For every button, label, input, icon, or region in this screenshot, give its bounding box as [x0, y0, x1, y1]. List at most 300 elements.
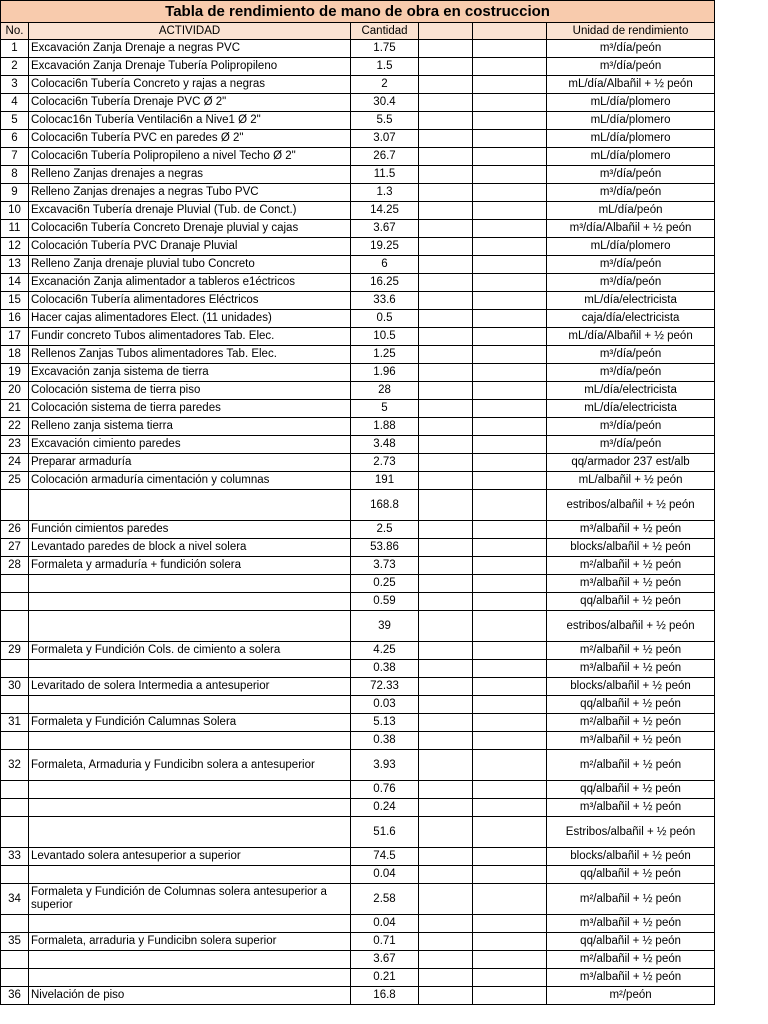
- row-number: 14: [1, 274, 29, 292]
- row-cantidad: 2.58: [351, 884, 419, 915]
- row-cantidad: 0.04: [351, 915, 419, 933]
- row-empty-1: [419, 238, 473, 256]
- row-number: 21: [1, 400, 29, 418]
- row-unidad: mL/día/plomero: [547, 130, 715, 148]
- row-empty-2: [473, 521, 547, 539]
- row-empty-1: [419, 310, 473, 328]
- row-number: [1, 490, 29, 521]
- row-cantidad: 5.5: [351, 112, 419, 130]
- row-empty-2: [473, 539, 547, 557]
- row-empty-2: [473, 848, 547, 866]
- row-empty-1: [419, 817, 473, 848]
- row-unidad: mL/día/plomero: [547, 94, 715, 112]
- table-row: [1, 642, 715, 660]
- row-empty-2: [473, 817, 547, 848]
- row-empty-1: [419, 130, 473, 148]
- row-actividad: Colocaci6n Tubería Concreto Drenaje pluvial y cajas: [29, 220, 351, 238]
- row-empty-2: [473, 40, 547, 58]
- row-empty-1: [419, 521, 473, 539]
- row-cantidad: 5: [351, 400, 419, 418]
- row-cantidad: 0.59: [351, 593, 419, 611]
- table-row: [1, 750, 715, 781]
- row-unidad: blocks/albañil + ½ peón: [547, 539, 715, 557]
- row-unidad: mL/día/peón: [547, 202, 715, 220]
- header-empty-2: [473, 23, 547, 40]
- row-unidad: m²/albañil + ½ peón: [547, 557, 715, 575]
- row-actividad: [29, 575, 351, 593]
- row-cantidad: 1.25: [351, 346, 419, 364]
- row-number: [1, 660, 29, 678]
- row-number: 19: [1, 364, 29, 382]
- table-row: [1, 238, 715, 256]
- row-number: 27: [1, 539, 29, 557]
- row-empty-1: [419, 400, 473, 418]
- row-cantidad: 1.3: [351, 184, 419, 202]
- row-empty-1: [419, 750, 473, 781]
- row-unidad: m³/día/peón: [547, 346, 715, 364]
- row-empty-2: [473, 884, 547, 915]
- row-actividad: Formaleta y Fundición Cols. de cimiento a solera: [29, 642, 351, 660]
- row-empty-2: [473, 94, 547, 112]
- row-empty-1: [419, 202, 473, 220]
- row-empty-1: [419, 557, 473, 575]
- row-unidad: m³/día/peón: [547, 40, 715, 58]
- row-unidad: mL/día/electricista: [547, 382, 715, 400]
- row-cantidad: 0.21: [351, 969, 419, 987]
- row-actividad: Formaleta, Armaduria y Fundicibn solera a antesuperior: [29, 750, 351, 781]
- row-unidad: blocks/albañil + ½ peón: [547, 678, 715, 696]
- row-unidad: qq/albañil + ½ peón: [547, 593, 715, 611]
- row-empty-1: [419, 472, 473, 490]
- row-empty-2: [473, 696, 547, 714]
- row-actividad: [29, 611, 351, 642]
- row-number: 13: [1, 256, 29, 274]
- row-empty-1: [419, 148, 473, 166]
- row-empty-2: [473, 575, 547, 593]
- row-unidad: qq/armador 237 est/alb: [547, 454, 715, 472]
- row-unidad: m²/peón: [547, 987, 715, 1005]
- table-row: [1, 557, 715, 575]
- row-empty-1: [419, 781, 473, 799]
- row-cantidad: 30.4: [351, 94, 419, 112]
- row-cantidad: 5.13: [351, 714, 419, 732]
- header-unidad: Unidad de rendimiento: [547, 23, 715, 40]
- row-empty-1: [419, 112, 473, 130]
- row-empty-2: [473, 166, 547, 184]
- row-empty-2: [473, 799, 547, 817]
- row-empty-2: [473, 58, 547, 76]
- row-empty-2: [473, 256, 547, 274]
- row-unidad: mL/día/electricista: [547, 400, 715, 418]
- table-row: [1, 382, 715, 400]
- row-unidad: qq/albañil + ½ peón: [547, 696, 715, 714]
- table-row: [1, 848, 715, 866]
- row-unidad: m³/día/peón: [547, 256, 715, 274]
- row-actividad: Levantado paredes de block a nivel solera: [29, 539, 351, 557]
- row-actividad: Relleno zanja sistema tierra: [29, 418, 351, 436]
- row-cantidad: 0.76: [351, 781, 419, 799]
- row-cantidad: 16.8: [351, 987, 419, 1005]
- table-row: [1, 94, 715, 112]
- row-number: 5: [1, 112, 29, 130]
- row-actividad: Relleno Zanjas drenajes a negras: [29, 166, 351, 184]
- table-row: [1, 256, 715, 274]
- row-actividad: [29, 660, 351, 678]
- table-row: [1, 112, 715, 130]
- row-cantidad: 1.5: [351, 58, 419, 76]
- row-unidad: m³/día/peón: [547, 418, 715, 436]
- row-unidad: mL/día/plomero: [547, 112, 715, 130]
- table-row: [1, 915, 715, 933]
- row-cantidad: 33.6: [351, 292, 419, 310]
- row-cantidad: 0.38: [351, 732, 419, 750]
- row-empty-2: [473, 454, 547, 472]
- row-empty-1: [419, 256, 473, 274]
- row-number: 20: [1, 382, 29, 400]
- row-number: [1, 817, 29, 848]
- row-cantidad: 19.25: [351, 238, 419, 256]
- row-actividad: Colocaci6n Tubería Concreto y rajas a negras: [29, 76, 351, 94]
- row-empty-2: [473, 310, 547, 328]
- row-empty-1: [419, 40, 473, 58]
- row-number: 24: [1, 454, 29, 472]
- table-row: [1, 933, 715, 951]
- row-actividad: [29, 732, 351, 750]
- row-actividad: Excavaci6n Tubería drenaje Pluvial (Tub. de Conct.): [29, 202, 351, 220]
- row-actividad: [29, 866, 351, 884]
- row-number: 25: [1, 472, 29, 490]
- row-empty-2: [473, 202, 547, 220]
- row-unidad: m³/albañil + ½ peón: [547, 521, 715, 539]
- table-row: [1, 521, 715, 539]
- row-cantidad: 14.25: [351, 202, 419, 220]
- row-number: [1, 696, 29, 714]
- row-number: [1, 799, 29, 817]
- row-actividad: Excavación cimiento paredes: [29, 436, 351, 454]
- row-empty-2: [473, 866, 547, 884]
- row-number: 34: [1, 884, 29, 915]
- table-row: [1, 436, 715, 454]
- row-actividad: [29, 593, 351, 611]
- row-actividad: Relleno Zanja drenaje pluvial tubo Concreto: [29, 256, 351, 274]
- row-cantidad: 72.33: [351, 678, 419, 696]
- row-actividad: Rellenos Zanjas Tubos alimentadores Tab. Elec.: [29, 346, 351, 364]
- row-unidad: m²/albañil + ½ peón: [547, 884, 715, 915]
- table-row: [1, 866, 715, 884]
- row-cantidad: 1.88: [351, 418, 419, 436]
- row-empty-1: [419, 969, 473, 987]
- row-number: 4: [1, 94, 29, 112]
- row-cantidad: 3.07: [351, 130, 419, 148]
- row-number: 9: [1, 184, 29, 202]
- row-cantidad: 0.04: [351, 866, 419, 884]
- row-unidad: m³/albañil + ½ peón: [547, 575, 715, 593]
- row-empty-1: [419, 220, 473, 238]
- row-empty-1: [419, 382, 473, 400]
- row-empty-1: [419, 274, 473, 292]
- row-empty-1: [419, 642, 473, 660]
- row-cantidad: 3.48: [351, 436, 419, 454]
- row-empty-2: [473, 400, 547, 418]
- table-row: [1, 575, 715, 593]
- header-empty-1: [419, 23, 473, 40]
- row-empty-1: [419, 166, 473, 184]
- row-empty-1: [419, 490, 473, 521]
- row-actividad: [29, 951, 351, 969]
- table-row: [1, 969, 715, 987]
- table-row: [1, 130, 715, 148]
- row-actividad: [29, 817, 351, 848]
- row-cantidad: 0.03: [351, 696, 419, 714]
- table-row: [1, 220, 715, 238]
- row-unidad: m³/albañil + ½ peón: [547, 660, 715, 678]
- row-unidad: mL/día/Albañil + ½ peón: [547, 328, 715, 346]
- row-actividad: Levaritado de solera Intermedia a antesuperior: [29, 678, 351, 696]
- row-empty-1: [419, 575, 473, 593]
- row-cantidad: 51.6: [351, 817, 419, 848]
- row-actividad: [29, 490, 351, 521]
- table-row: [1, 611, 715, 642]
- row-unidad: caja/día/electricista: [547, 310, 715, 328]
- table-row: [1, 166, 715, 184]
- table-body: [1, 40, 715, 1005]
- table-row: [1, 40, 715, 58]
- row-unidad: mL/día/Albañil + ½ peón: [547, 76, 715, 94]
- row-number: 36: [1, 987, 29, 1005]
- row-unidad: m³/día/peón: [547, 274, 715, 292]
- row-empty-1: [419, 184, 473, 202]
- row-empty-1: [419, 593, 473, 611]
- row-empty-1: [419, 933, 473, 951]
- row-unidad: m³/albañil + ½ peón: [547, 969, 715, 987]
- row-actividad: Formaleta y armaduría + fundición solera: [29, 557, 351, 575]
- row-empty-2: [473, 987, 547, 1005]
- row-number: 31: [1, 714, 29, 732]
- row-unidad: estribos/albañil + ½ peón: [547, 490, 715, 521]
- row-empty-2: [473, 642, 547, 660]
- row-empty-2: [473, 714, 547, 732]
- row-empty-1: [419, 346, 473, 364]
- row-number: 22: [1, 418, 29, 436]
- row-actividad: Levantado solera antesuperior a superior: [29, 848, 351, 866]
- row-empty-1: [419, 58, 473, 76]
- row-number: 30: [1, 678, 29, 696]
- row-empty-1: [419, 436, 473, 454]
- table-row: [1, 148, 715, 166]
- table-row: [1, 951, 715, 969]
- row-empty-1: [419, 799, 473, 817]
- row-empty-2: [473, 184, 547, 202]
- row-actividad: Formaleta y Fundición Calumnas Solera: [29, 714, 351, 732]
- row-empty-2: [473, 593, 547, 611]
- row-cantidad: 4.25: [351, 642, 419, 660]
- table-row: [1, 732, 715, 750]
- row-cantidad: 10.5: [351, 328, 419, 346]
- row-empty-1: [419, 696, 473, 714]
- row-actividad: Excavación Zanja Drenaje a negras PVC: [29, 40, 351, 58]
- row-cantidad: 0.38: [351, 660, 419, 678]
- row-cantidad: 0.24: [351, 799, 419, 817]
- row-unidad: m³/día/peón: [547, 58, 715, 76]
- row-number: [1, 915, 29, 933]
- row-unidad: qq/albañil + ½ peón: [547, 933, 715, 951]
- row-cantidad: 1.96: [351, 364, 419, 382]
- row-cantidad: 39: [351, 611, 419, 642]
- row-number: 8: [1, 166, 29, 184]
- row-actividad: Formaleta, arraduria y Fundicibn solera superior: [29, 933, 351, 951]
- row-actividad: Excavación zanja sistema de tierra: [29, 364, 351, 382]
- row-empty-1: [419, 418, 473, 436]
- table-title: Tabla de rendimiento de mano de obra en costruccion: [1, 1, 715, 23]
- row-actividad: Formaleta y Fundición de Columnas solera antesuperior a superior: [29, 884, 351, 915]
- row-cantidad: 2.5: [351, 521, 419, 539]
- row-empty-1: [419, 678, 473, 696]
- row-actividad: [29, 969, 351, 987]
- row-empty-1: [419, 660, 473, 678]
- row-actividad: [29, 915, 351, 933]
- row-cantidad: 2: [351, 76, 419, 94]
- row-unidad: m³/albañil + ½ peón: [547, 915, 715, 933]
- row-actividad: Colocac16n Tubería Ventilaci6n a Nive1 Ø 2": [29, 112, 351, 130]
- table-row: [1, 400, 715, 418]
- row-empty-2: [473, 660, 547, 678]
- row-unidad: mL/día/plomero: [547, 238, 715, 256]
- row-actividad: Preparar armaduría: [29, 454, 351, 472]
- row-empty-2: [473, 328, 547, 346]
- table-row: [1, 660, 715, 678]
- table-row: [1, 76, 715, 94]
- row-empty-2: [473, 750, 547, 781]
- row-number: [1, 951, 29, 969]
- row-empty-1: [419, 866, 473, 884]
- row-unidad: m³/albañil + ½ peón: [547, 799, 715, 817]
- row-unidad: m³/día/peón: [547, 166, 715, 184]
- row-unidad: estribos/albañil + ½ peón: [547, 611, 715, 642]
- table-row: [1, 539, 715, 557]
- row-empty-1: [419, 987, 473, 1005]
- table-row: [1, 490, 715, 521]
- row-empty-2: [473, 148, 547, 166]
- row-number: 29: [1, 642, 29, 660]
- row-actividad: Colocación Tubería PVC Dranaje Pluvial: [29, 238, 351, 256]
- row-actividad: Colocación sistema de tierra piso: [29, 382, 351, 400]
- row-empty-2: [473, 418, 547, 436]
- row-empty-1: [419, 364, 473, 382]
- row-number: 33: [1, 848, 29, 866]
- row-unidad: m²/albañil + ½ peón: [547, 642, 715, 660]
- row-actividad: Colocaci6n Tubería Polipropileno a nivel Techo Ø 2": [29, 148, 351, 166]
- row-actividad: [29, 781, 351, 799]
- row-empty-2: [473, 933, 547, 951]
- row-empty-2: [473, 951, 547, 969]
- row-number: 35: [1, 933, 29, 951]
- row-number: 23: [1, 436, 29, 454]
- header-no: No.: [1, 23, 29, 40]
- row-cantidad: 0.71: [351, 933, 419, 951]
- row-actividad: [29, 696, 351, 714]
- row-number: 18: [1, 346, 29, 364]
- row-cantidad: 6: [351, 256, 419, 274]
- row-empty-2: [473, 76, 547, 94]
- row-number: [1, 781, 29, 799]
- row-unidad: m³/albañil + ½ peón: [547, 732, 715, 750]
- row-empty-2: [473, 678, 547, 696]
- row-actividad: Colocaci6n Tubería alimentadores Eléctricos: [29, 292, 351, 310]
- row-unidad: m²/albañil + ½ peón: [547, 951, 715, 969]
- row-empty-2: [473, 611, 547, 642]
- row-cantidad: 74.5: [351, 848, 419, 866]
- row-cantidad: 168.8: [351, 490, 419, 521]
- table-row: [1, 817, 715, 848]
- table-row: [1, 364, 715, 382]
- row-empty-2: [473, 346, 547, 364]
- table-row: [1, 292, 715, 310]
- row-actividad: Colocaci6n Tubería PVC en paredes Ø 2": [29, 130, 351, 148]
- row-empty-2: [473, 557, 547, 575]
- row-number: [1, 866, 29, 884]
- row-empty-1: [419, 951, 473, 969]
- table-row: [1, 346, 715, 364]
- row-number: 15: [1, 292, 29, 310]
- row-cantidad: 1.75: [351, 40, 419, 58]
- row-number: [1, 611, 29, 642]
- table-row: [1, 202, 715, 220]
- row-unidad: qq/albañil + ½ peón: [547, 781, 715, 799]
- table-row: [1, 310, 715, 328]
- row-unidad: qq/albañil + ½ peón: [547, 866, 715, 884]
- row-cantidad: 53.86: [351, 539, 419, 557]
- row-empty-2: [473, 781, 547, 799]
- row-empty-1: [419, 539, 473, 557]
- row-actividad: [29, 799, 351, 817]
- table-row: [1, 418, 715, 436]
- row-unidad: m³/día/peón: [547, 184, 715, 202]
- table-row: [1, 884, 715, 915]
- row-unidad: m²/albañil + ½ peón: [547, 750, 715, 781]
- row-empty-2: [473, 382, 547, 400]
- row-empty-1: [419, 732, 473, 750]
- row-number: 16: [1, 310, 29, 328]
- row-empty-2: [473, 969, 547, 987]
- row-empty-1: [419, 848, 473, 866]
- row-number: 17: [1, 328, 29, 346]
- row-cantidad: 11.5: [351, 166, 419, 184]
- row-empty-1: [419, 884, 473, 915]
- row-empty-1: [419, 328, 473, 346]
- row-number: 1: [1, 40, 29, 58]
- row-unidad: m³/día/peón: [547, 364, 715, 382]
- table-row: [1, 184, 715, 202]
- row-actividad: Fundir concreto Tubos alimentadores Tab. Elec.: [29, 328, 351, 346]
- row-unidad: m³/día/peón: [547, 436, 715, 454]
- row-cantidad: 0.25: [351, 575, 419, 593]
- row-number: 28: [1, 557, 29, 575]
- row-cantidad: 2.73: [351, 454, 419, 472]
- row-empty-1: [419, 454, 473, 472]
- row-actividad: Nivelación de piso: [29, 987, 351, 1005]
- row-cantidad: 0.5: [351, 310, 419, 328]
- row-number: 12: [1, 238, 29, 256]
- row-empty-1: [419, 611, 473, 642]
- table-row: [1, 714, 715, 732]
- row-empty-2: [473, 112, 547, 130]
- row-number: [1, 732, 29, 750]
- row-empty-1: [419, 292, 473, 310]
- row-cantidad: 3.93: [351, 750, 419, 781]
- table-row: [1, 58, 715, 76]
- row-empty-1: [419, 76, 473, 94]
- row-unidad: mL/albañil + ½ peón: [547, 472, 715, 490]
